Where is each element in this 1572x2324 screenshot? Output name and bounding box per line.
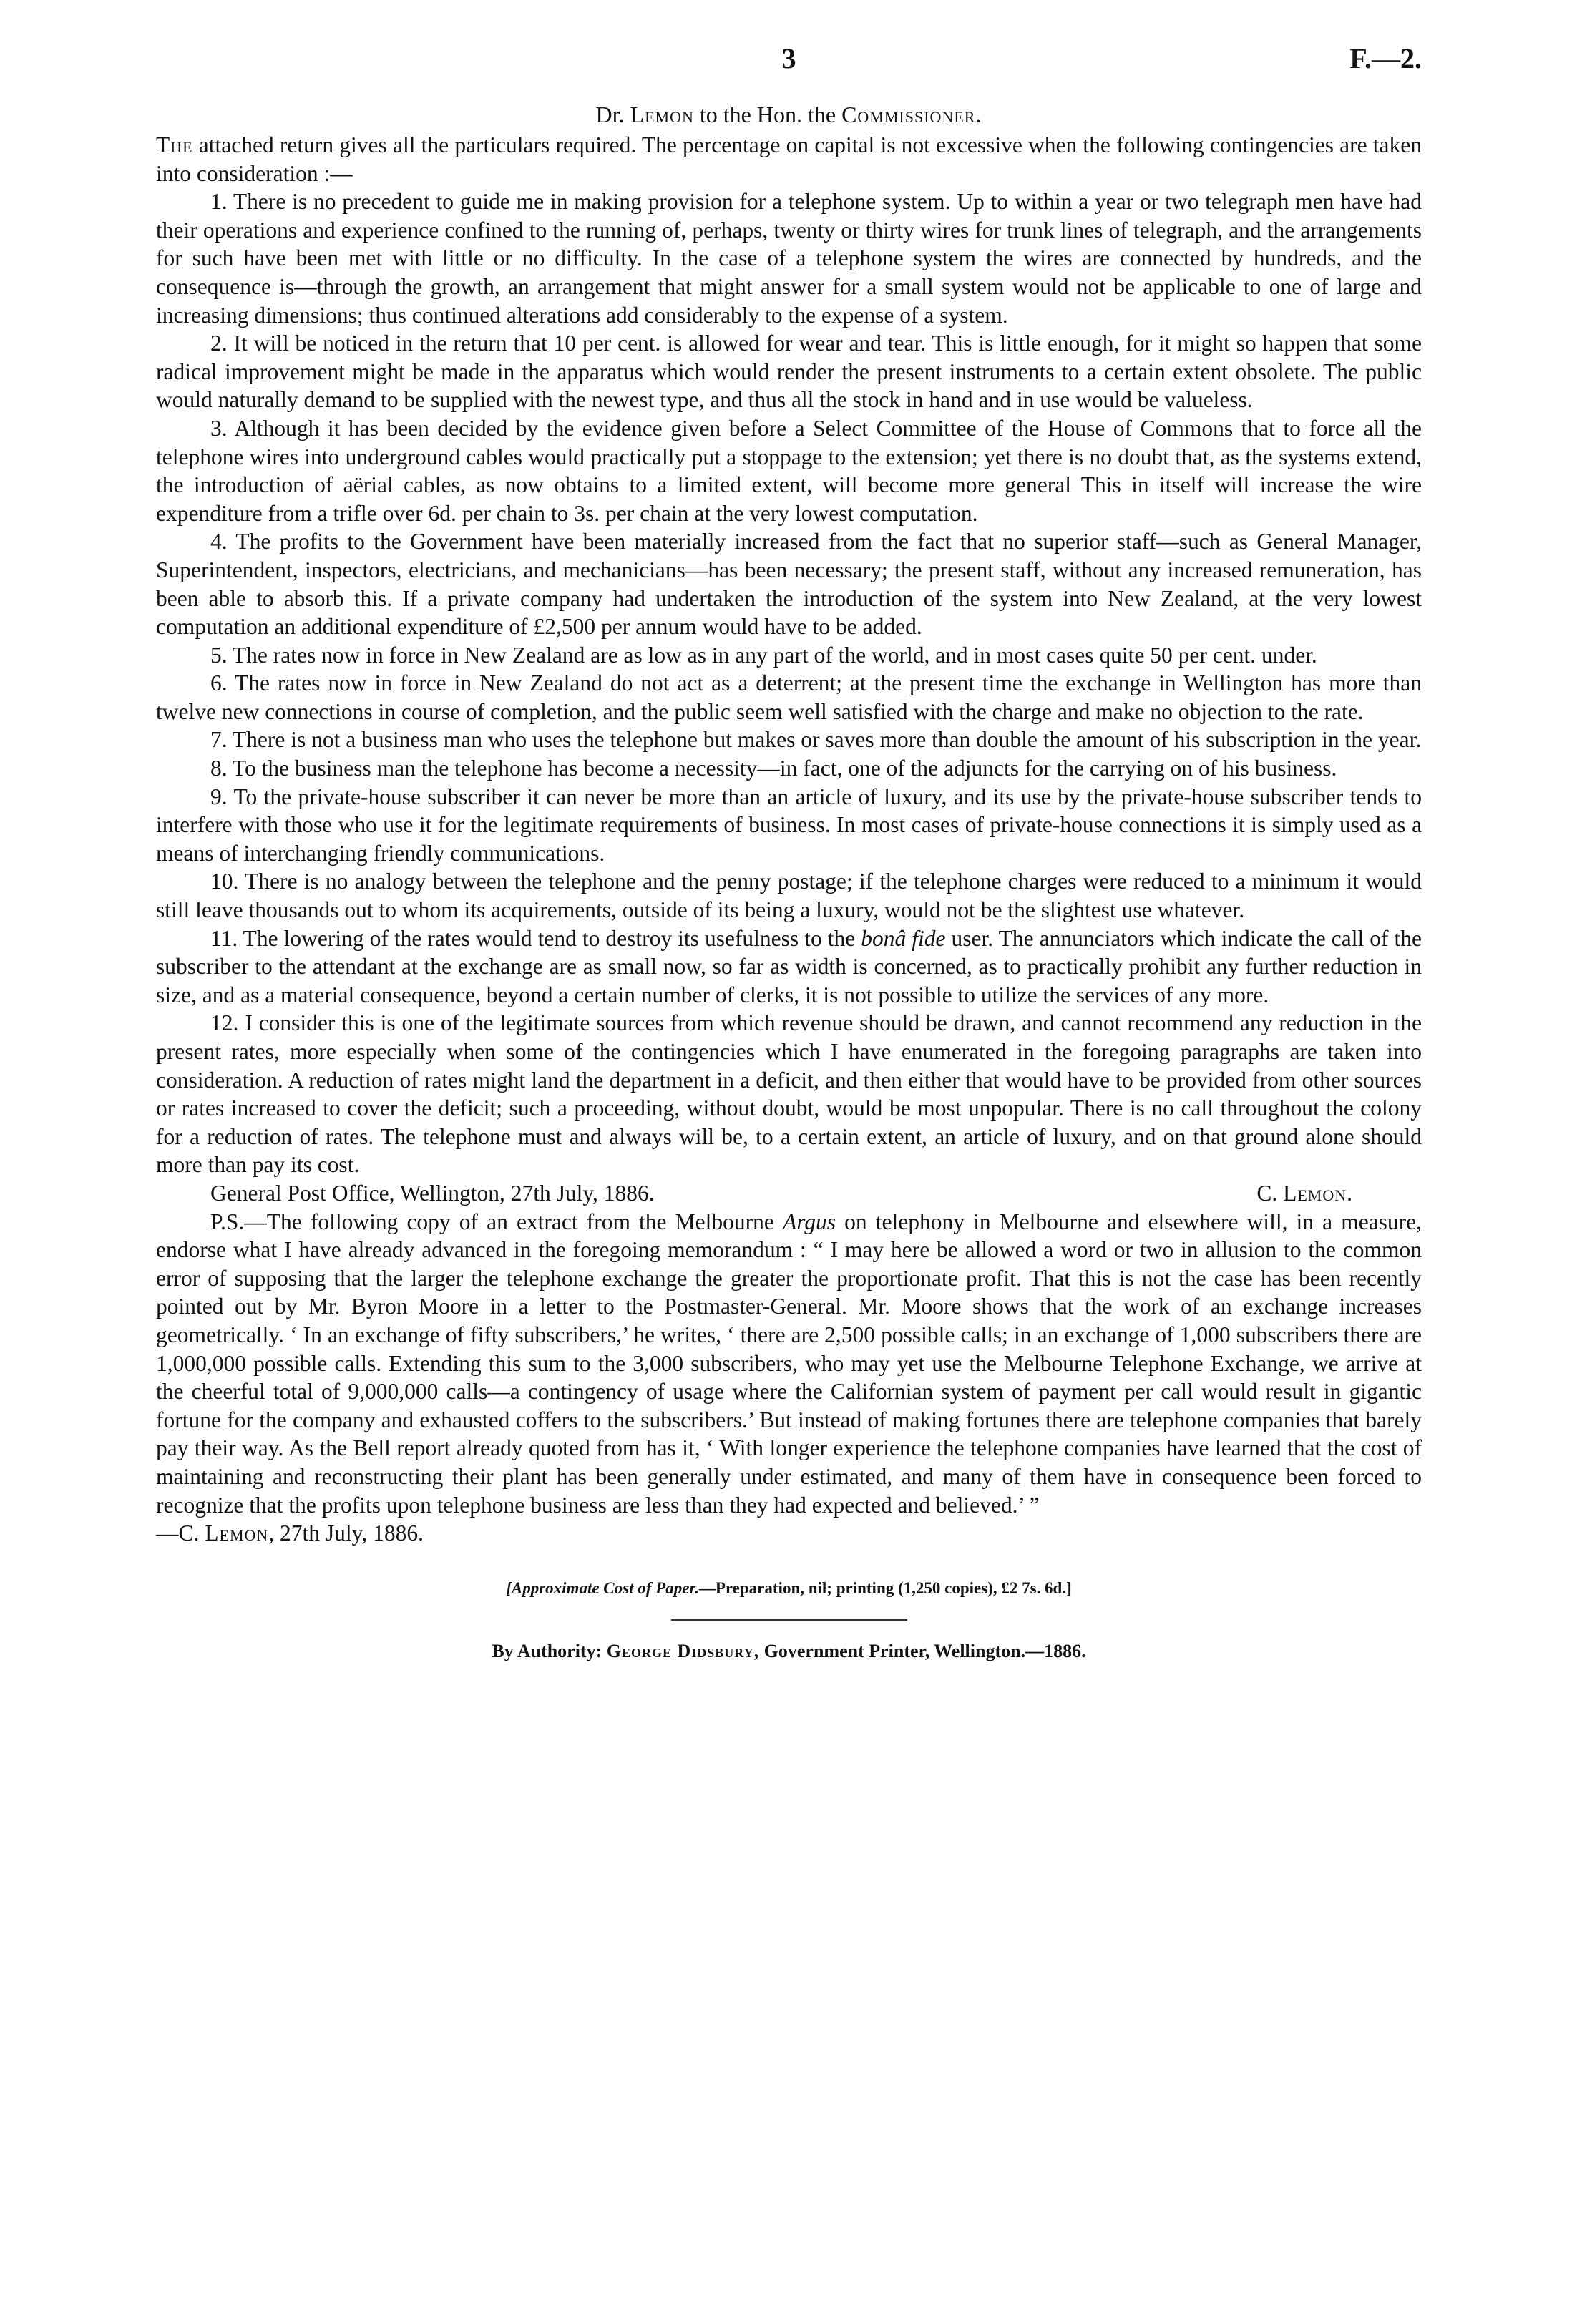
postscript <box>156 1208 1422 1520</box>
heading-from-name: Lemon <box>630 102 694 127</box>
closing-signature <box>156 1519 1422 1548</box>
paragraph-6: 6. The rates now in force in New Zealand do not act as a deterrent; at the present time the exchange in Wellington has more than twelve new connections in course of completion, and the public seem well satisfied with the charge and make no objection to the rate. <box>156 670 1422 724</box>
signer-name: Lemon. <box>1283 1180 1353 1206</box>
letter-body <box>156 131 1422 1179</box>
paragraph-11 <box>156 924 1422 1010</box>
paragraph-10: 10. There is no analogy between the telephone and the penny postage; if the telephone charges were reduced to a minimum it would still leave thousands out to whom its acquirements, outside of its being a luxury, would not be the slightest use whatever. <box>156 869 1422 923</box>
closing-date: , 27th July, 1886. <box>268 1520 424 1546</box>
letter-heading <box>156 102 1422 128</box>
ps-start: P.S.—The following copy of an extract from the Melbourne <box>210 1209 774 1234</box>
paragraph-3: 3. Although it has been decided by the evidence given before a Select Committee of the House of Commons that to force all the telephone wires into underground cables would practically put a stoppage to the extension; yet there is no doubt that, as the systems extend, the introduction of aërial cables, as now obtains to a limited extent, will become more general This in itself will increase the wire expenditure from a trifle over 6d. per chain to 3s. per chain at the very lowest computation. <box>156 415 1422 526</box>
paragraph-11-end: user. The annunciators which indicate the call of the subscriber to the attendant at the exchange are as small now, so far as width is concerned, as to practically prohibit any further reduction in size, and as a material consequence, beyond a certain number of clerks, it is not possible to utilize the services of any more. <box>156 925 1422 1007</box>
postscript-paragraph <box>156 1208 1422 1520</box>
signer-initial: C. <box>1256 1180 1278 1206</box>
signature-line <box>156 1179 1422 1208</box>
ps-end: on telephony in Melbourne and elsewhere will, in a measure, endorse what I have already advanced in the foregoing memorandum : “ I may here be allowed a word or two in allusion to the common error of supposing that the larger the telephone exchange the greater the proportionate profit. That this is not the case has been recently pointed out by Mr. Byron Moore in a letter to the Postmaster-General. Mr. Moore shows that the work of an exchange increases geometrically. ‘ In an exchange of fifty subscribers,’ he writes, ‘ there are 2,500 possible calls; in an exchange of 1,000 subscribers there are 1,000,000 possible calls. Extending this sum to the 3,000 subscribers, who may yet use the Melbourne Telephone Exchange, we arrive at the cheerful total of 9,000,000 calls—a contingency of usage where the Californian system of payment per call would result in gigantic fortune for the company and exhausted coffers to the subscribers.’ But instead of making fortunes there are telephone companies that barely pay their way. As the Bell report already quoted from has it, ‘ With longer experience the telephone companies have learned that the cost of maintaining and reconstructing their plant has been generally under estimated, and many of them have in consequence been forced to recognize that the profits upon telephone business are less than they had expected and believed.’ ” <box>156 1209 1422 1518</box>
signature <box>1256 1179 1353 1208</box>
paragraph-8: 8. To the business man the telephone has become a necessity—in fact, one of the adjuncts for the carrying on of his business. <box>210 756 1337 781</box>
ps-italic: Argus <box>782 1209 836 1234</box>
page-number: 3 <box>781 42 796 74</box>
intro-lead: The <box>156 132 193 157</box>
paragraph-1: 1. There is no precedent to guide me in making provision for a telephone system. Up to within a year or two telegraph men have had their operations and experience confined to the running of, perhaps, twenty or thirty wires for trunk lines of telegraph, and the arrangements for such have been met with little or no difficulty. In the case of a telephone system the wires are connected by hundreds, and the consequence is—through the growth, an arrangement that might answer for a small system would not be applicable to one of large and increasing dimensions; thus continued alterations add considerably to the expense of a system. <box>156 189 1422 328</box>
paragraph-2: 2. It will be noticed in the return that 10 per cent. is allowed for wear and tear. This is little enough, for it might so happen that some radical improvement might be made in the apparatus which would render the present instruments to a certain extent obsolete. The public would naturally demand to be supplied with the newest type, and thus all the stock in hand and in use would be valueless. <box>156 331 1422 413</box>
page-header <box>156 42 1422 92</box>
paragraph-11-italic: bonâ fide <box>861 925 946 951</box>
paragraph-7: 7. There is not a business man who uses the telephone but makes or saves more than double the amount of his subscription in the year. <box>210 727 1422 753</box>
paragraph-11-start: 11. The lowering of the rates would tend to destroy its usefulness to the <box>210 925 856 951</box>
intro-paragraph <box>156 131 1422 187</box>
imprint-name: George Didsbury, <box>606 1640 760 1661</box>
printer-imprint <box>156 1641 1422 1662</box>
heading-from: Dr. <box>595 102 625 127</box>
heading-middle: to the Hon. the <box>699 102 836 127</box>
paragraph-4: 4. The profits to the Government have been materially increased from the fact that no superior staff—such as General Manager, Superintendent, inspectors, electricians, and mechanicians—has been necessary; the present staff, without any increased remuneration, has been able to absorb this. If a private company had undertaken the introduction of the system into New Zealand, at the very lowest computation an additional expenditure of £2,500 per annum would have to be added. <box>156 529 1422 640</box>
cost-details: —Preparation, nil; printing (1,250 copies), £2 7s. 6d.] <box>698 1578 1072 1597</box>
paragraph-12: 12. I consider this is one of the legitimate sources from which revenue should be drawn, and cannot recommend any reduction in the present rates, more especially when some of the contingencies which I have enumerated in the foregoing paragraphs are taken into consideration. A reduction of rates might land the department in a deficit, and then either that would have to be provided from other sources or rates increased to cover the deficit; such a proceeding, without doubt, would be most unpopular. There is no call throughout the colony for a reduction of rates. The telephone must and always will be, to a certain extent, an article of luxury, and on that ground alone should more than pay its cost. <box>156 1010 1422 1178</box>
closing-name: Lemon <box>205 1520 269 1546</box>
heading-to: Commissioner. <box>841 102 982 127</box>
imprint-tail: Government Printer, Wellington.—1886. <box>763 1640 1086 1661</box>
closing-initial: —C. <box>156 1520 200 1546</box>
place-date: General Post Office, Wellington, 27th July, 1886. <box>210 1180 655 1206</box>
imprint-lead: By Authority: <box>492 1640 602 1661</box>
cost-label: [Approximate Cost of Paper. <box>506 1578 699 1597</box>
cost-of-paper-note <box>156 1579 1422 1598</box>
page-reference: F.—2. <box>1349 42 1422 74</box>
intro-text: attached return gives all the particulars required. The percentage on capital is not excessive when the following contingencies are taken into consideration :— <box>156 132 1422 186</box>
footer-divider <box>671 1619 907 1621</box>
paragraph-5: 5. The rates now in force in New Zealand are as low as in any part of the world, and in most cases quite 50 per cent. under. <box>210 642 1317 668</box>
paragraph-9: 9. To the private-house subscriber it can never be more than an article of luxury, and its use by the private-house subscriber tends to interfere with those who use it for the legitimate requirements of business. In most cases of private-house connections it is simply used as a means of interchanging friendly communications. <box>156 783 1422 866</box>
